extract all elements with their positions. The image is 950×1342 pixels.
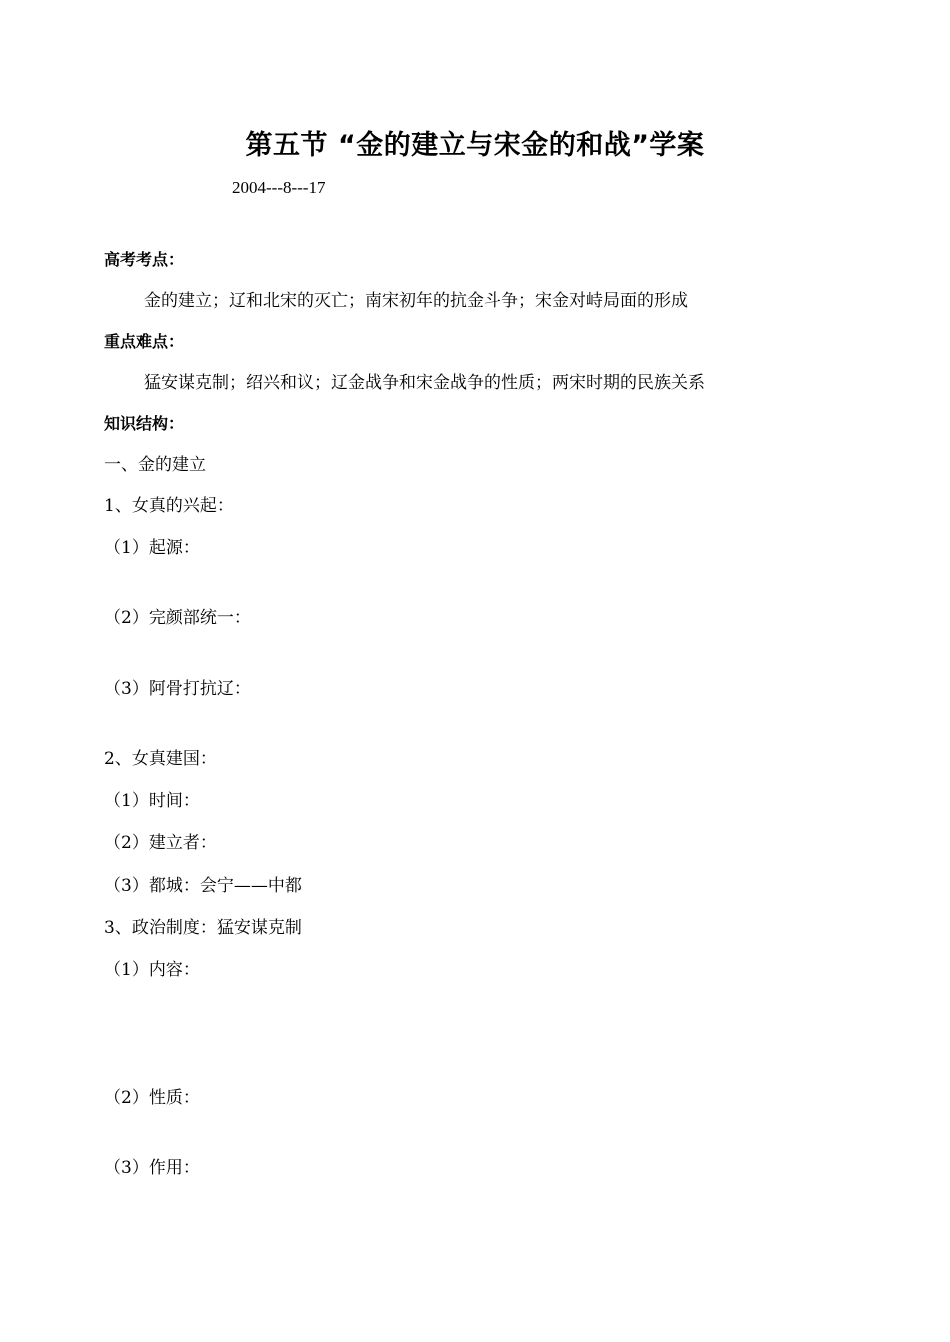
item-1-3: （3）阿骨打抗辽： bbox=[104, 679, 251, 699]
item-3: 3、政治制度：猛安谋克制 bbox=[104, 918, 302, 938]
item-2: 2、女真建国： bbox=[104, 749, 217, 769]
structure-heading: 知识结构： bbox=[104, 414, 185, 433]
key-points-heading: 重点难点： bbox=[104, 332, 185, 351]
item-1-1: （1）起源： bbox=[104, 538, 200, 558]
exam-points-heading: 高考考点： bbox=[104, 250, 185, 269]
section-1-title: 一、金的建立 bbox=[104, 455, 206, 475]
document-date: 2004---8---17 bbox=[232, 178, 326, 197]
page-title: 第五节 “金的建立与宋金的和战”学案 bbox=[245, 130, 705, 161]
item-3-3: （3）作用： bbox=[104, 1158, 200, 1178]
key-points-content: 猛安谋克制；绍兴和议；辽金战争和宋金战争的性质；两宋时期的民族关系 bbox=[144, 373, 705, 393]
item-3-1: （1）内容： bbox=[104, 960, 200, 980]
exam-points-content: 金的建立；辽和北宋的灭亡；南宋初年的抗金斗争；宋金对峙局面的形成 bbox=[144, 291, 688, 311]
item-1-2: （2）完颜部统一： bbox=[104, 608, 251, 628]
item-2-2: （2）建立者： bbox=[104, 833, 217, 853]
item-1: 1、女真的兴起： bbox=[104, 496, 234, 516]
item-2-1: （1）时间： bbox=[104, 791, 200, 811]
item-3-2: （2）性质： bbox=[104, 1088, 200, 1108]
item-2-3: （3）都城：会宁——中都 bbox=[104, 876, 302, 896]
